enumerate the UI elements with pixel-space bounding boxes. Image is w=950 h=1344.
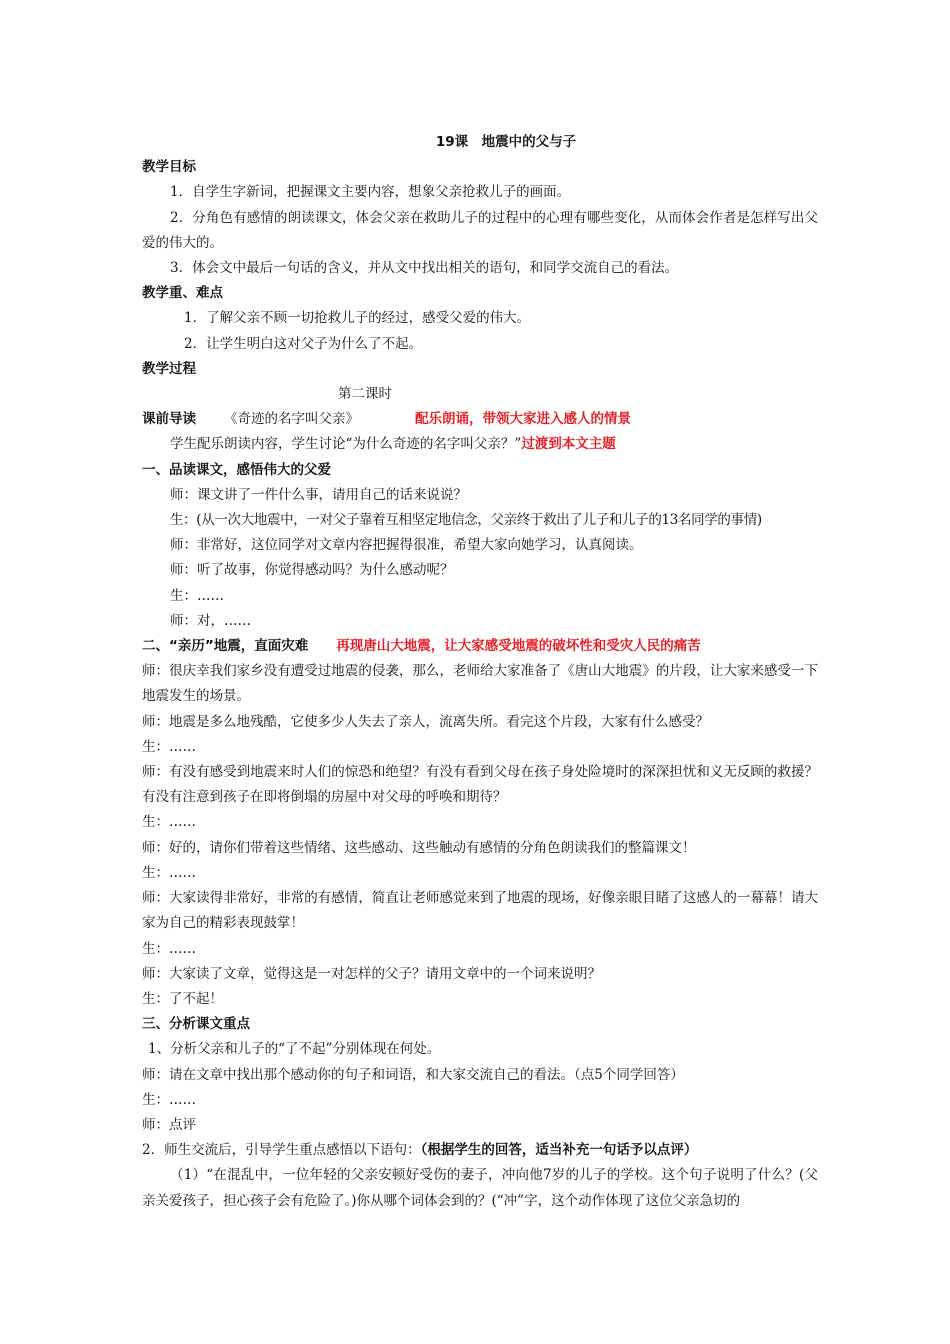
quote-paragraph: （1）“在混乱中，一位年轻的父亲安顿好受伤的妻子，冲向他7岁的儿子的学校。这个句子说明了什么？(父亲关爱孩子，担心孩子会有危险了。)你从哪个词体会到的？(“冲”字，这个动作体现了这位父亲急切的 bbox=[142, 1167, 818, 1209]
analysis-item-2 bbox=[142, 1138, 818, 1163]
dialogue-line: 师：大家读了文章，觉得这是一对怎样的父子？请用文章中的一个词来说明？ bbox=[142, 965, 601, 982]
dialogue-line: 生：…… bbox=[142, 940, 196, 957]
dialogue-line: 师：有没有感受到地震来时人们的惊恐和绝望？有没有看到父母在孩子身处险境时的深深担忧和义无反顾的救援？有没有注意到孩子在即将倒塌的房屋中对父母的呼唤和期待？ bbox=[142, 764, 818, 806]
goals-heading: 教学目标 bbox=[142, 159, 196, 176]
goal-item: 2．分角色有感情的朗读课文，体会父亲在救助儿子的过程中的心理有哪些变化，从而体会作者是怎样写出父爱的伟大的。 bbox=[142, 209, 818, 251]
dialogue-line: 生：…… bbox=[142, 864, 196, 881]
process-heading: 教学过程 bbox=[142, 360, 196, 377]
document-title: 19课 地震中的父与子 bbox=[435, 134, 577, 150]
dialogue-line: 师：请在文章中找出那个感动你的句子和词语，和大家交流自己的看法。（点5个同学回答） bbox=[142, 1066, 684, 1083]
dialogue-line: 师：非常好，这位同学对文章内容把握得很准，希望大家向她学习，认真阅读。 bbox=[170, 537, 643, 554]
keypoints-heading: 教学重、难点 bbox=[142, 285, 223, 302]
section1-heading: 一、品读课文，感悟伟大的父爱 bbox=[142, 461, 331, 478]
intro-book: 《奇迹的名字叫父亲》 bbox=[224, 411, 359, 428]
section2-heading: 二、“亲历”地震，直面灾难 bbox=[142, 638, 309, 655]
dialogue-line: 师：课文讲了一件什么事，请用自己的话来说说？ bbox=[170, 486, 467, 503]
intro-discussion-note: 过渡到本文主题 bbox=[521, 436, 616, 453]
dialogue-line: 生：…… bbox=[142, 738, 196, 755]
dialogue-line: 师：点评 bbox=[142, 1116, 196, 1133]
keypoint-item: 2．让学生明白这对父子为什么了不起。 bbox=[184, 335, 423, 352]
dialogue-line: 生：…… bbox=[142, 1091, 196, 1108]
analysis-item-note: （根据学生的回答，适当补充一句话予以点评） bbox=[420, 1142, 698, 1159]
intro-discussion-text: 学生配乐朗读内容，学生讨论“为什么奇迹的名字叫父亲？” bbox=[170, 436, 522, 453]
dialogue-line: 师：大家读得非常好，非常的有感情，简直让老师感觉来到了地震的现场，好像亲眼目睹了这感人的一幕幕！请大家为自己的精彩表现鼓掌！ bbox=[142, 890, 818, 932]
dialogue-line: 生：(从一次大地震中，一对父子靠着互相坚定地信念，父亲终于救出了儿子和儿子的13名同学的事情) bbox=[170, 512, 762, 529]
dialogue-line: 师：很庆幸我们家乡没有遭受过地震的侵袭，那么，老师给大家准备了《唐山大地震》的片段，让大家来感受一下地震发生的场景。 bbox=[142, 663, 818, 705]
intro-discussion bbox=[142, 432, 818, 457]
keypoint-item: 1．了解父亲不顾一切抢救儿子的经过，感受父爱的伟大。 bbox=[184, 310, 531, 327]
lesson-label: 第二课时 bbox=[338, 386, 392, 403]
goal-item: 1．自学生字新词，把握课文主要内容，想象父亲抢救儿子的画面。 bbox=[170, 184, 571, 201]
intro-note: 配乐朗诵，带领大家进入感人的情景 bbox=[415, 411, 631, 428]
dialogue-line: 师：听了故事，你觉得感动吗？为什么感动呢？ bbox=[170, 562, 454, 579]
section2-heading-line bbox=[142, 634, 818, 659]
analysis-item: 1、分析父亲和儿子的“了不起”分别体现在何处。 bbox=[148, 1041, 441, 1058]
dialogue-line: 生：…… bbox=[170, 587, 224, 604]
dialogue-line: 师：好的，请你们带着这些情绪、这些感动、这些触动有感情的分角色朗读我们的整篇课文！ bbox=[142, 839, 696, 856]
intro-line bbox=[142, 407, 818, 432]
dialogue-line: 生：…… bbox=[142, 814, 196, 831]
dialogue-line: 师：对，…… bbox=[170, 612, 251, 629]
dialogue-line: 生：了不起！ bbox=[142, 990, 223, 1007]
dialogue-line: 师：地震是多么地残酷，它使多少人失去了亲人，流离失所。看完这个片段，大家有什么感受？ bbox=[142, 713, 709, 730]
analysis-item-text: 2．师生交流后，引导学生重点感悟以下语句： bbox=[142, 1142, 421, 1159]
document-body bbox=[142, 130, 818, 1214]
section2-note: 再现唐山大地震，让大家感受地震的破坏性和受灾人民的痛苦 bbox=[336, 638, 701, 655]
goal-item: 3．体会文中最后一句话的含义，并从文中找出相关的语句，和同学交流自己的看法。 bbox=[170, 260, 679, 277]
intro-label: 课前导读 bbox=[142, 411, 196, 428]
section3-heading: 三、分析课文重点 bbox=[142, 1016, 250, 1033]
